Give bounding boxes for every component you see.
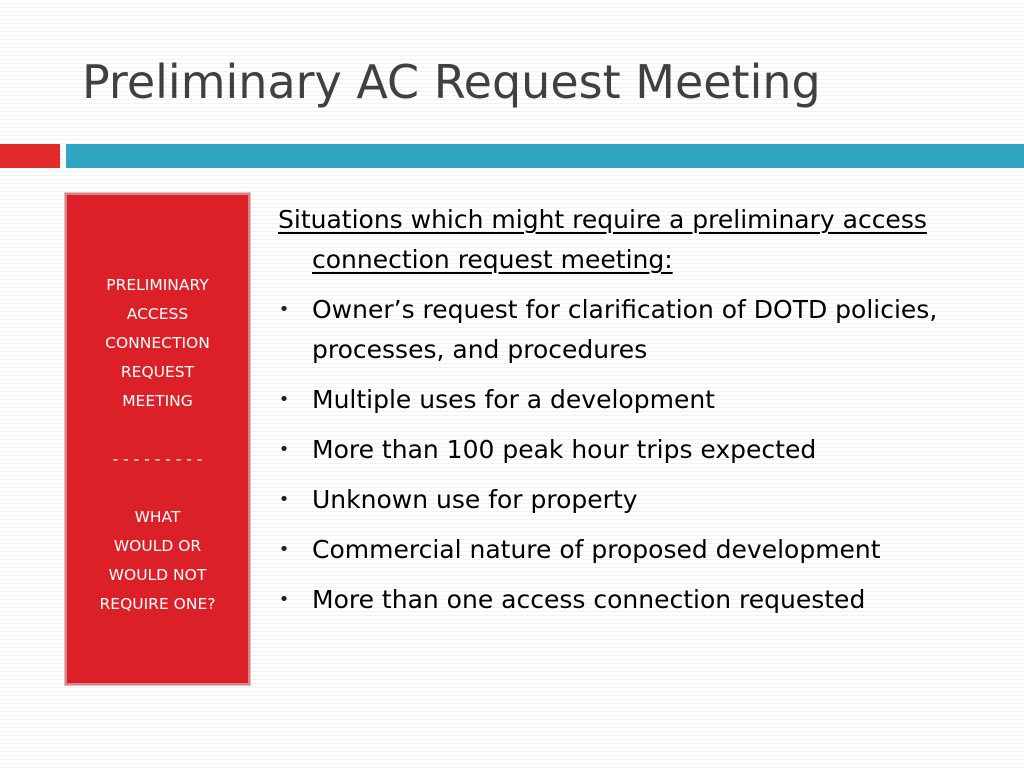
side-box-spacer xyxy=(67,474,248,503)
list-item-text: Unknown use for property xyxy=(312,485,638,514)
list-item-text: More than 100 peak hour trips expected xyxy=(312,435,817,464)
side-box-line: CONNECTION xyxy=(105,334,210,352)
side-box-spacer xyxy=(67,416,248,445)
side-callout-box xyxy=(65,193,250,685)
bullet-icon: • xyxy=(278,299,290,320)
list-item-text: Multiple uses for a development xyxy=(312,385,715,414)
side-box-line: WOULD NOT xyxy=(108,566,207,584)
list-item xyxy=(278,530,998,570)
bullet-list xyxy=(278,290,998,620)
list-item xyxy=(278,580,998,620)
side-box-divider: - - - - - - - - - xyxy=(112,450,203,468)
list-item xyxy=(278,380,998,420)
side-box-line: WHAT xyxy=(134,508,181,526)
list-item-text: Commercial nature of proposed development xyxy=(312,535,881,564)
side-box-line: WOULD OR xyxy=(113,537,202,555)
bullet-icon: • xyxy=(278,439,290,460)
side-box-line: REQUIRE ONE? xyxy=(99,595,216,613)
content-area xyxy=(278,200,998,630)
list-item xyxy=(278,430,998,470)
list-item-text: Owner’s request for clarification of DOTD policies, processes, and procedures xyxy=(312,295,938,364)
slide-title: Preliminary AC Request Meeting xyxy=(82,55,821,109)
list-item-text: More than one access connection requested xyxy=(312,585,866,614)
bullet-icon: • xyxy=(278,389,290,410)
accent-bar-red xyxy=(0,144,60,168)
list-item xyxy=(278,290,998,370)
side-box-line: PRELIMINARY xyxy=(106,276,209,294)
accent-bar-blue xyxy=(66,144,1024,168)
bullet-icon: • xyxy=(278,489,290,510)
intro-text: Situations which might require a preliminary access connection request meeting: xyxy=(278,205,927,274)
bullet-icon: • xyxy=(278,539,290,560)
bullet-icon: • xyxy=(278,589,290,610)
side-box-line: ACCESS xyxy=(126,305,189,323)
side-box-line: REQUEST xyxy=(120,363,195,381)
side-box-line: MEETING xyxy=(122,392,193,410)
list-item xyxy=(278,480,998,520)
